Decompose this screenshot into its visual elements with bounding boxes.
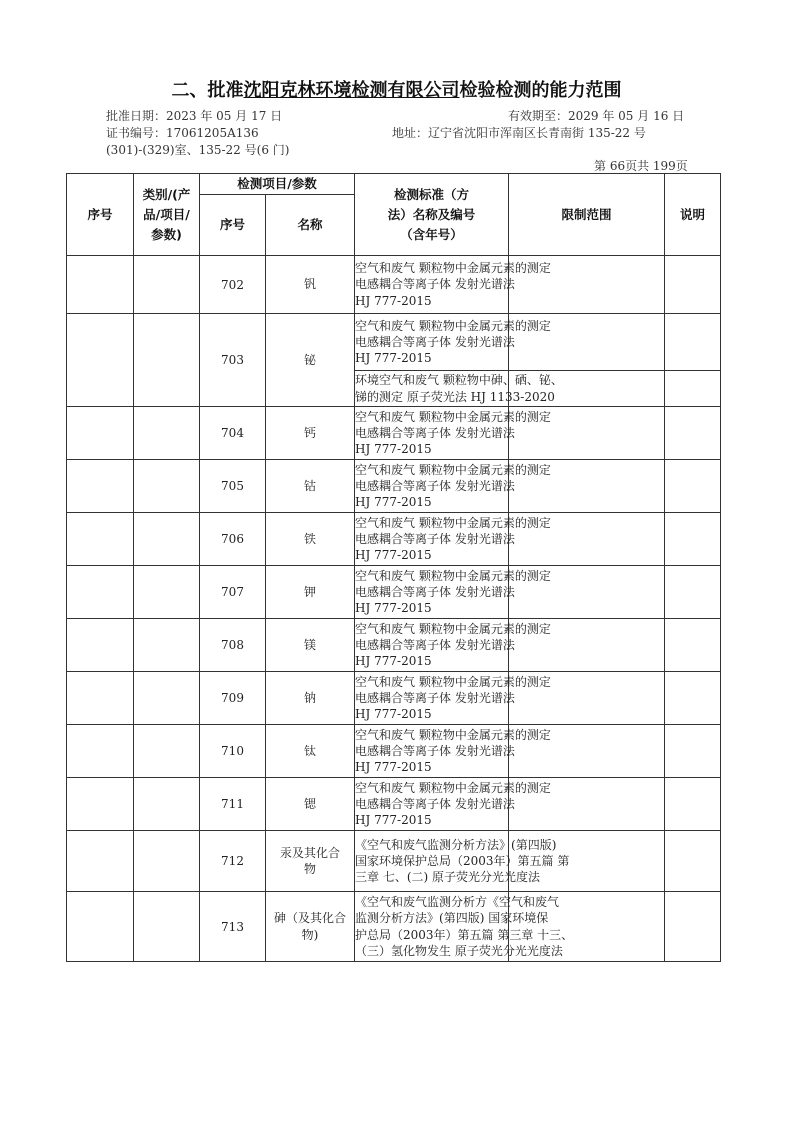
header-category: 类别/(产品/项目/参数) [134,174,200,256]
standard-cell [355,513,551,566]
category-cell [134,725,200,778]
item-name-line: 物) [301,927,319,942]
standard-line: 空气和废气 颗粒物中金属元素的测定 [355,568,551,583]
item-name-cell [266,256,355,314]
category-cell [134,831,200,892]
capability-table [66,173,721,962]
standard-line: 空气和废气 颗粒物中金属元素的测定 [355,462,551,477]
item-name-cell [266,566,355,619]
standard-line: 护总局（2003年）第五篇 第三章 十三、 [355,927,574,942]
note-cell [665,892,721,962]
item-name-line: 物 [304,862,317,876]
note-cell [665,371,721,407]
item-name-line: 钴 [304,478,317,493]
item-name-line: 砷（及其化合 [274,911,347,926]
standard-line: 电感耦合等离子体 发射光谱法 [355,743,515,758]
note-cell [665,725,721,778]
category-cell [134,778,200,831]
note-cell [665,256,721,314]
item-name-line: 钠 [304,690,317,705]
standard-line: 《空气和废气监测分析方《空气和废气 [355,895,560,910]
standard-line: 空气和废气 颗粒物中金属元素的测定 [355,409,551,424]
standard-line: HJ 777-2015 [355,813,432,828]
header-seq: 序号 [67,174,134,256]
note-cell [665,513,721,566]
standard-cell [355,831,570,892]
seq-cell [67,407,134,460]
standard-line: 空气和废气 颗粒物中金属元素的测定 [355,318,551,333]
item-name-line: 锶 [304,796,317,811]
standard-line: HJ 777-2015 [355,760,432,775]
standard-line: 国家环境保护总局（2003年）第五篇 第 [355,853,570,868]
seq-cell [67,892,134,962]
table-row [67,672,721,725]
table-row [67,460,721,513]
item-seq-cell: 704 [200,407,266,460]
note-cell [665,566,721,619]
item-name-cell [266,672,355,725]
seq-cell [67,831,134,892]
item-name-cell [266,892,355,962]
org-name: 沈阳克林环境检测有限公司 [243,80,460,101]
header-item-group: 检测项目/参数 [200,174,355,195]
note-cell [665,778,721,831]
item-name-cell [266,513,355,566]
item-name-cell [266,460,355,513]
standard-line: HJ 777-2015 [355,654,432,669]
standard-cell [355,314,551,371]
standard-cell [355,407,551,460]
room-info: (301)-(329)室、135-22 号(6 门) [106,143,290,157]
header-limit: 限制范围 [509,174,665,256]
seq-cell [67,778,134,831]
standard-line: 电感耦合等离子体 发射光谱法 [355,584,515,599]
standard-line: 电感耦合等离子体 发射光谱法 [355,690,515,705]
note-cell [665,314,721,371]
header-note: 说明 [665,174,721,256]
standard-cell [355,460,551,513]
standard-line: 空气和废气 颗粒物中金属元素的测定 [355,727,551,742]
item-seq-cell: 707 [200,566,266,619]
standard-cell [355,566,551,619]
item-name-line: 钛 [304,743,317,758]
category-cell [134,566,200,619]
header-item-name: 名称 [266,195,355,256]
item-seq-cell: 709 [200,672,266,725]
item-name-line: 钾 [304,584,317,599]
seq-cell [67,256,134,314]
standard-line: 空气和废气 颗粒物中金属元素的测定 [355,621,551,636]
standard-cell [355,892,574,962]
standard-cell [355,371,563,407]
table-row [67,725,721,778]
note-cell [665,460,721,513]
page-number: 第 66页共 199页 [594,159,688,173]
standard-line: 三章 七、(二) 原子荧光分光光度法 [355,870,541,885]
standard-cell [355,619,551,672]
item-seq-cell: 703 [200,314,266,407]
table-row [67,892,721,962]
category-cell [134,460,200,513]
approval-date: 批准日期：2023 年 05 月 17 日 [106,109,283,123]
table-row [67,831,721,892]
standard-line: 电感耦合等离子体 发射光谱法 [355,478,515,493]
item-seq-cell: 711 [200,778,266,831]
seq-cell [67,460,134,513]
standard-line: 空气和废气 颗粒物中金属元素的测定 [355,674,551,689]
item-seq-cell: 708 [200,619,266,672]
note-cell [665,672,721,725]
standard-line: 锑的测定 原子荧光法 HJ 1133-2020 [355,389,555,404]
standard-line: 电感耦合等离子体 发射光谱法 [355,425,515,440]
table-row [67,314,721,371]
standard-line: 《空气和废气监测分析方法》(第四版) [355,837,557,852]
standard-line: 电感耦合等离子体 发射光谱法 [355,796,515,811]
header-item-seq: 序号 [200,195,266,256]
category-cell [134,407,200,460]
table-row [67,619,721,672]
standard-line: HJ 777-2015 [355,548,432,563]
standard-line: 监测分析方法》(第四版) 国家环境保 [355,911,549,926]
standard-line: （三）氢化物发生 原子荧光分光光度法 [355,943,563,958]
standard-line: HJ 777-2015 [355,442,432,457]
item-name-line: 钒 [304,277,317,292]
item-name-line: 汞及其化合 [280,845,341,860]
standard-line: HJ 777-2015 [355,293,432,308]
seq-cell [67,619,134,672]
table-row [67,407,721,460]
standard-line: HJ 777-2015 [355,351,432,366]
standard-line: 电感耦合等离子体 发射光谱法 [355,531,515,546]
seq-cell [67,314,134,407]
item-name-cell [266,314,355,407]
standard-line: 电感耦合等离子体 发射光谱法 [355,277,515,292]
category-cell [134,672,200,725]
table-body [67,256,721,962]
standard-line: HJ 777-2015 [355,495,432,510]
table-row [67,778,721,831]
item-name-line: 镁 [304,637,317,652]
category-cell [134,256,200,314]
item-seq-cell: 706 [200,513,266,566]
standard-line: 电感耦合等离子体 发射光谱法 [355,637,515,652]
standard-line: 环境空气和废气 颗粒物中砷、硒、铋、 [355,373,563,388]
item-seq-cell: 712 [200,831,266,892]
item-name-cell [266,778,355,831]
item-seq-cell: 713 [200,892,266,962]
seq-cell [67,566,134,619]
table-row [67,513,721,566]
item-name-line: 铋 [304,352,317,367]
item-name-cell [266,831,355,892]
seq-cell [67,513,134,566]
certificate-number: 证书编号：17061205A136 [106,126,259,140]
item-seq-cell: 705 [200,460,266,513]
category-cell [134,513,200,566]
category-cell [134,314,200,407]
standard-cell [355,672,551,725]
seq-cell [67,672,134,725]
standard-line: 空气和废气 颗粒物中金属元素的测定 [355,515,551,530]
table-row [67,256,721,314]
standard-cell [355,725,551,778]
note-cell [665,619,721,672]
page-title: 二、批准沈阳克林环境检测有限公司检验检测的能力范围 [171,80,622,101]
table-row [67,566,721,619]
item-name-line: 铁 [304,531,317,546]
header-standard: 检测标准（方法）名称及编号（含年号） [355,174,509,256]
item-name-cell [266,407,355,460]
category-cell [134,892,200,962]
address: 地址：辽宁省沈阳市浑南区长青南街 135-22 号 [392,126,646,140]
item-seq-cell: 710 [200,725,266,778]
category-cell [134,619,200,672]
item-seq-cell: 702 [200,256,266,314]
standard-line: HJ 777-2015 [355,707,432,722]
seq-cell [67,725,134,778]
note-cell [665,831,721,892]
standard-line: 空气和废气 颗粒物中金属元素的测定 [355,261,551,276]
standard-line: HJ 777-2015 [355,601,432,616]
item-name-cell [266,725,355,778]
standard-cell [355,778,551,831]
standard-line: 电感耦合等离子体 发射光谱法 [355,334,515,349]
item-name-line: 钙 [304,425,317,440]
item-name-cell [266,619,355,672]
valid-until: 有效期至：2029 年 05 月 16 日 [508,109,685,123]
note-cell [665,407,721,460]
standard-cell [355,256,551,314]
standard-line: 空气和废气 颗粒物中金属元素的测定 [355,780,551,795]
